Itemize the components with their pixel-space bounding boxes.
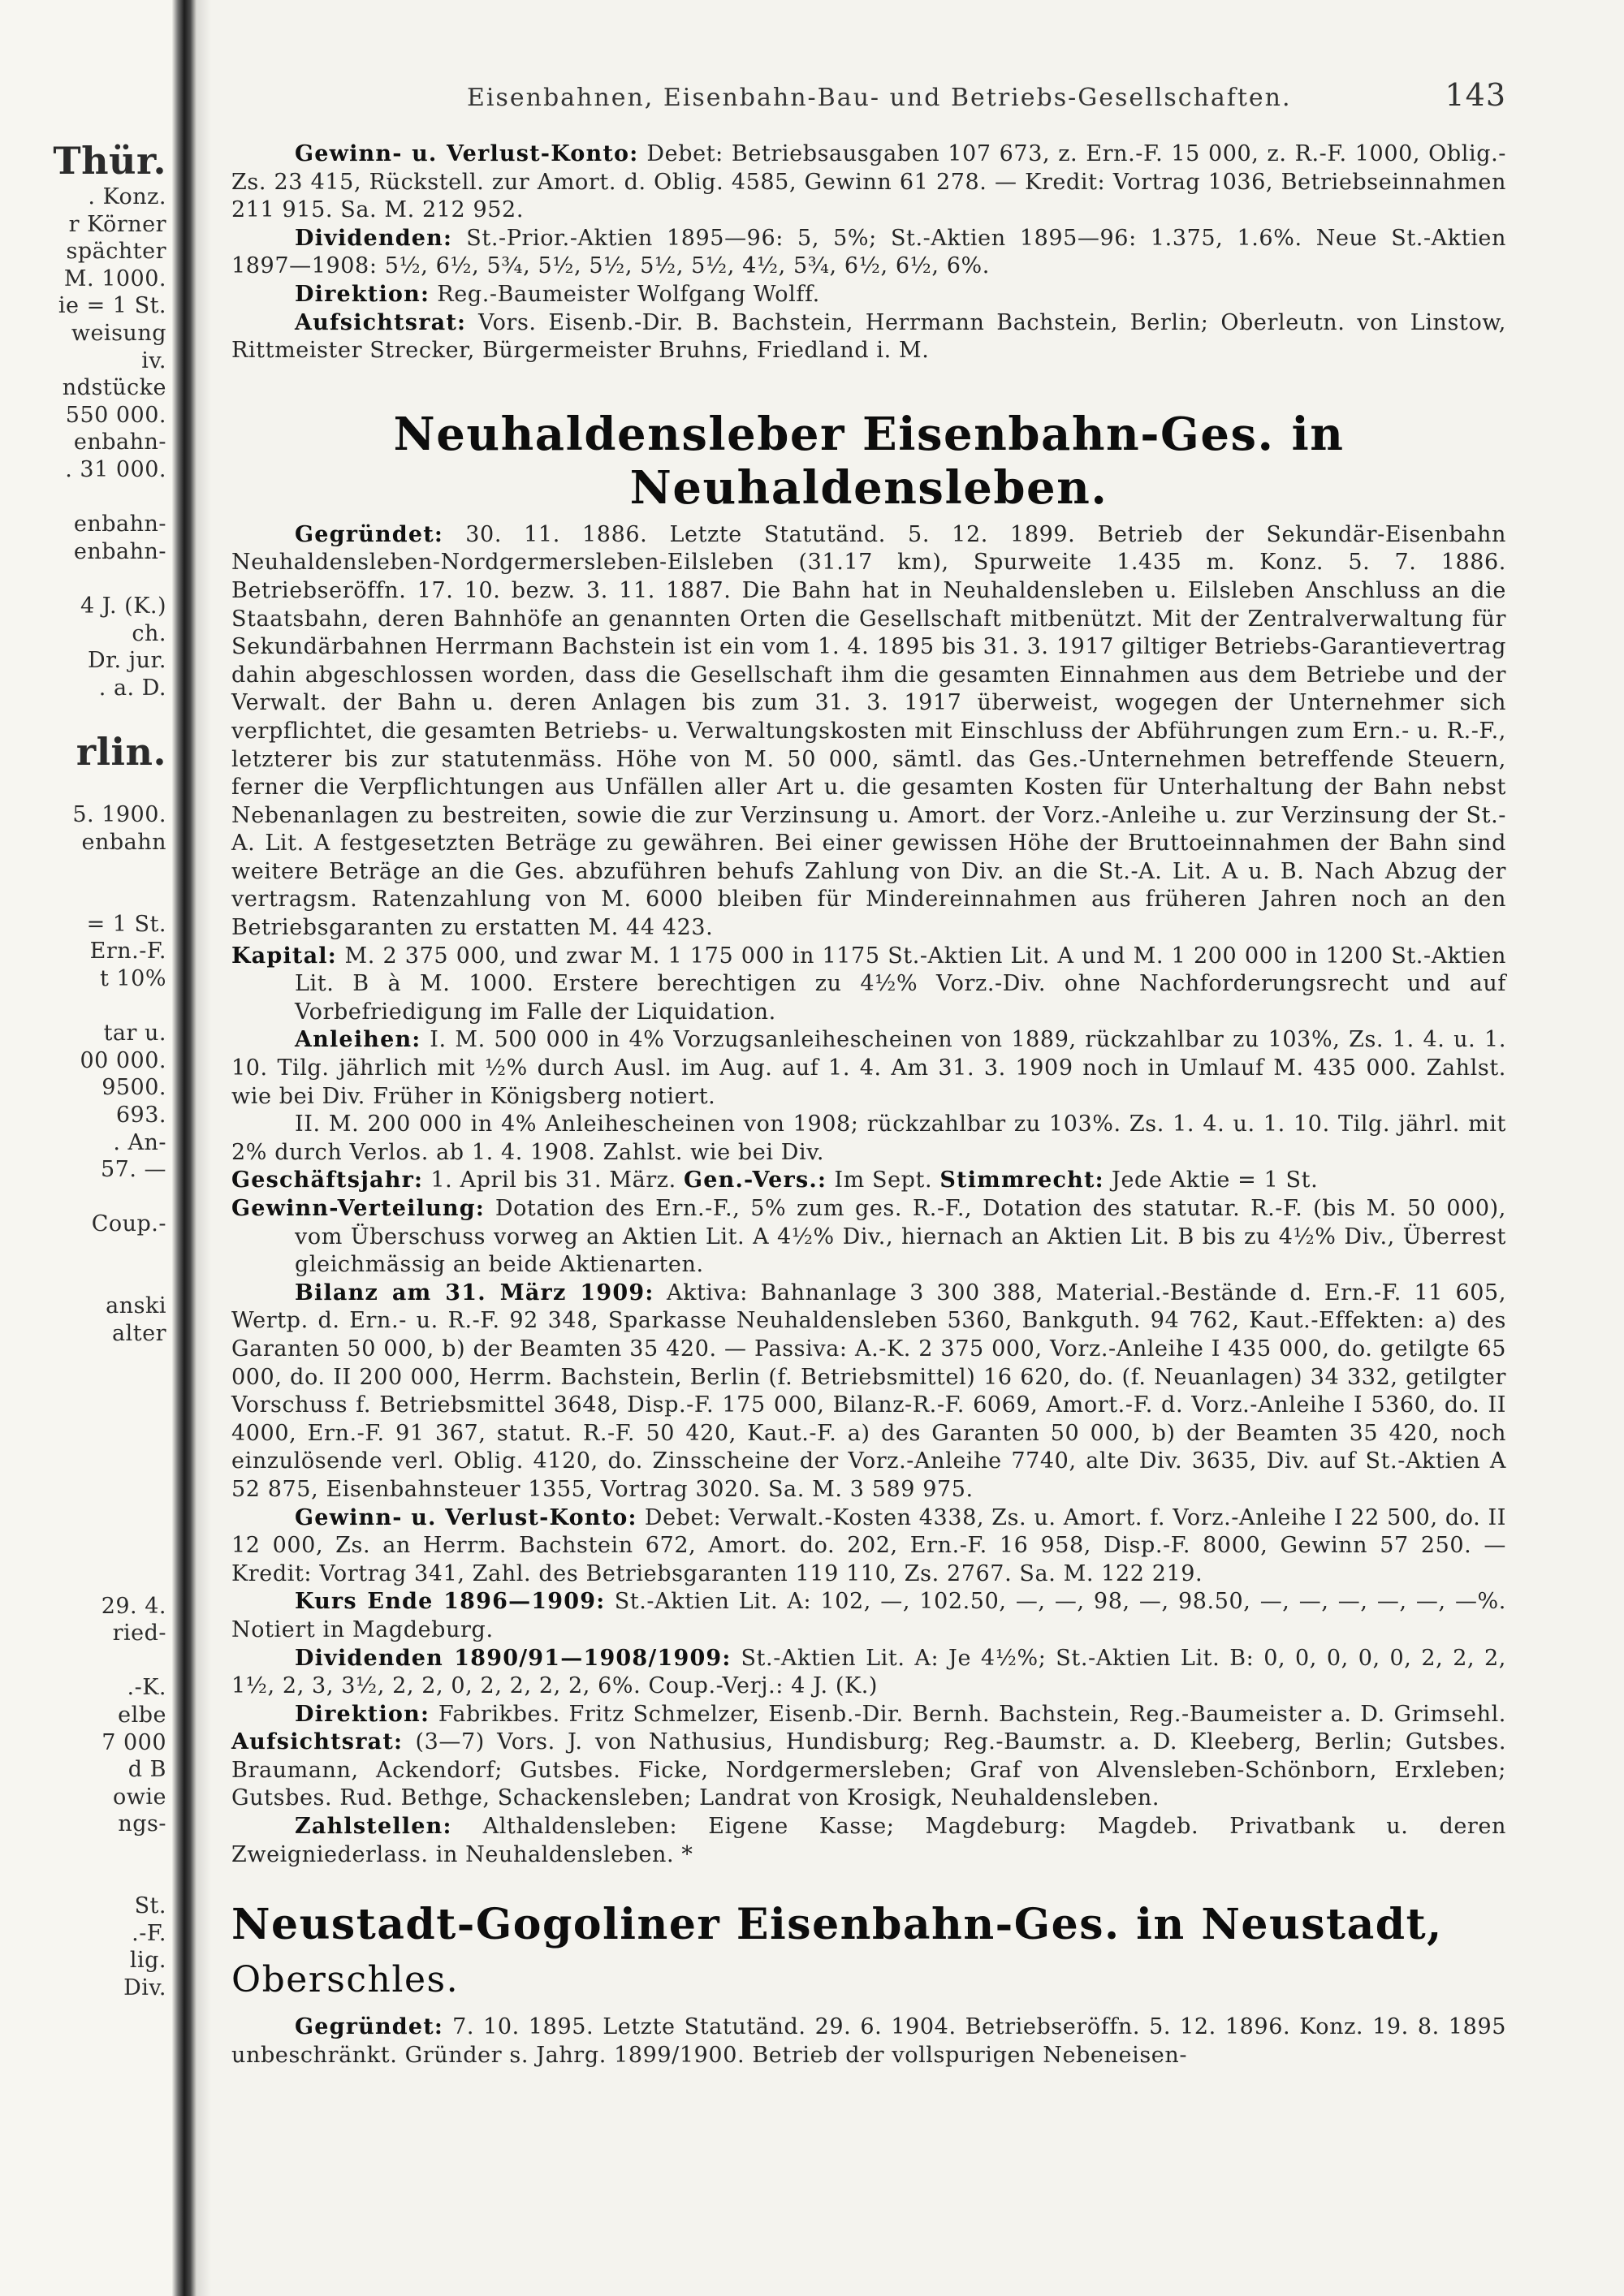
prev-page-fragment: r Körner [68, 211, 166, 237]
entry-text: St.-Aktien Lit. A: 102, —, 102.50, —, —, 98, —, 98.50, —, —, —, —, —, —%. Notiert in Magdeburg. [231, 1589, 1506, 1642]
entry-label: Aufsichtsrat: [231, 1729, 404, 1755]
prev-page-fragment: Dr. jur. [87, 648, 166, 674]
entry-label: Kurs Ende 1896—1909: [295, 1589, 606, 1615]
entry-text: Aktiva: Bahnanlage 3 300 388, Material.-Bestände d. Ern.-F. 11 605, Wertp. d. Ern.- u. R.-F. 92 348, Sparkasse Neuhaldensleben 5360, Bankguth. 94 762, Kaut.-Effekten: a) des Garanten 50 000, b) der Beamten 35 420. — Passiva: A.-K. 2 375 000, Vorz.-Anleihe I 435 000, do. getilgte 65 000, do. II 200 000, Herrm. Bachstein, Berlin (f. Betriebsmittel) 16 620, do. (f. Neuanlagen) 34 332, getilgter Vorschuss f. Betriebsmittel 3648, Disp.-F. 175 000, Bilanz-R.-F. 6069, Amort.-F. d. Vorz.-Anleihe I 5360, do. II 4000, Ern.-F. 91 367, statut. R.-F. 50 420, Kaut.-F. a) des Garanten 50 000, b) der Beamten 35 420, noch einzulösende verl. Oblig. 4120, do. Zinsscheine der Vorz.-Anleihe 7740, alte Div. 3635, Div. auf St.-Aktien A 52 875, Eisenbahnsteuer 1355, Vortrag 3020. Sa. M. 3 589 975. [231, 1280, 1507, 1502]
entry-label: Zahlstellen: [295, 1814, 452, 1840]
prev-page-fragment: 550 000. [65, 402, 166, 428]
prev-page-fragment: lig. [129, 1948, 166, 1974]
prev-page-fragment: . 31 000. [65, 456, 166, 482]
entry-paragraph [231, 1701, 1506, 1813]
entry-text: Fabrikbes. Fritz Schmelzer, Eisenb.-Dir. Bernh. Bachstein, Reg.-Baumeister a. D. Grimsehl. [430, 1701, 1506, 1727]
company-section-neustadt-gogoliner [231, 2013, 1506, 2069]
fold-gradient [197, 0, 211, 2296]
page-content [231, 77, 1506, 2069]
fragment-gap [0, 1565, 166, 1593]
entry-paragraph [231, 1195, 1506, 1280]
fragment-gap [0, 775, 166, 802]
entry-text: Im Sept. [827, 1167, 940, 1193]
entry-text: II. M. 200 000 in 4% Anleihescheinen von 1908; rückzahlbar zu 103%. Zs. 1. 4. u. 1. 10. Tilg. jährl. mit 2% durch Verlos. ab 1. 4. 1908. Zahlst. wie bei Div. [231, 1111, 1506, 1165]
company-heading-main: Neustadt-Gogoliner Eisenbahn-Ges. in Neustadt, [231, 1900, 1443, 1950]
entry-text: 1. April bis 31. März. [423, 1167, 684, 1193]
running-head-title: Eisenbahnen, Eisenbahn-Bau- und Betriebs-Gesellschaften. [467, 84, 1292, 112]
entry-paragraph [231, 2013, 1506, 2069]
entry-label: Gewinn- u. Verlust-Konto: [295, 1504, 637, 1530]
prev-page-fragment: . a. D. [98, 675, 166, 701]
prev-page-fragment: ndstücke [62, 375, 166, 401]
fragment-gap [0, 1866, 166, 1893]
prev-page-fragment: .-K. [127, 1675, 166, 1701]
entry-label: Gegründet: [295, 2014, 444, 2040]
entry-text: Althaldensleben: Eigene Kasse; Magdeburg: Magdeb. Privatbank u. deren Zweigniederlass. in Neuhaldensleben. * [231, 1814, 1506, 1867]
entry-label: Anleihen: [295, 1027, 421, 1053]
fragment-gap [0, 1838, 166, 1866]
fragment-gap [0, 484, 166, 511]
entry-paragraph [231, 1167, 1506, 1195]
entry-paragraph [231, 1813, 1506, 1869]
prev-page-fragment: . An- [113, 1129, 166, 1155]
prev-page-fragment: d B [127, 1757, 166, 1783]
fragment-gap [0, 1511, 166, 1539]
entry-text: Reg.-Baumeister Wolfgang Wolff. [430, 281, 820, 307]
entry-text: I. M. 500 000 in 4% Vorzugsanleihescheinen von 1889, rückzahlbar zu 103%, Zs. 1. 4. u. 1. 10. Tilg. jährlich mit ½% durch Ausl. im Aug. auf 1. 4. Am 31. 3. 1909 noch in Umlauf M. 435 000. Zahlst. wie bei Div. Früher in Königsberg notiert. [231, 1027, 1506, 1109]
entry-text: Jede Aktie = 1 St. [1104, 1167, 1319, 1193]
entry-label: Dividenden 1890/91—1908/1909: [295, 1645, 732, 1671]
fragment-gap [0, 1647, 166, 1675]
company-section-neuhaldensleben [231, 521, 1506, 1870]
prev-page-fragment: iv. [141, 347, 166, 373]
entry-label: Gegründet: [295, 521, 444, 547]
prev-page-fragment: ngs- [118, 1811, 166, 1837]
prev-page-fragment: weisung [71, 320, 166, 346]
book-fold-shadow [172, 0, 197, 2296]
prev-page-fragment: St. [134, 1893, 166, 1919]
prev-page-fragment: 29. 4. [101, 1593, 166, 1619]
fragment-gap [0, 1457, 166, 1484]
fragment-gap [0, 701, 166, 729]
fragment-gap [0, 1539, 166, 1566]
fragment-gap [0, 1375, 166, 1402]
entry-text: 30. 11. 1886. Letzte Statutänd. 5. 12. 1899. Betrieb der Sekundär-Eisenbahn Neuhaldensleben-Nordgermersleben-Eilsleben (31.17 km), Spurweite 1.435 m. Konz. 5. 7. 1886. Betriebseröffn. 17. 10. bezw. 3. 11. 1887. Die Bahn hat in Neuhaldensleben u. Eilsleben Anschluss an die Staatsbahn, deren Bahnhöfe an genannten Orten die Gesellschaft mitbenützt. Mit der Zentralverwaltung für Sekundärbahnen Herrmann Bachstein ist ein vom 1. 4. 1895 bis 31. 3. 1917 giltiger Betriebs-Garantievertrag dahin abgeschlossen worden, dass die Gesellschaft ihm die gesamten Einnahmen aus dem Betriebe und der Verwalt. der Bahn u. deren Anlagen bis zum 31. 3. 1917 überweist, wogegen der Unternehmer sich verpflichtet, die gesamten Betriebs- u. Verwaltungskosten mit Einschluss der Abführungen zum Ern.- u. R.-F., letzterer bis zur statutenmäss. Höhe von M. 50 000, sämtl. das Ges.-Unternehmen betreffende Steuern, ferner die Verpflichtungen aus Unfällen aller Art u. die gesamten Kosten für Unterhaltung der Bahn nebst Nebenanlagen zu bestreiten, sowie die zur Verzinsung u. Amort. der Vorz.-Anleihe u. zur Verzinsung der St.-A. Lit. A festgesetzten Beträge zu gewähren. Bei einer gewissen Höhe der Bruttoeinnahmen der Bahn sind weitere Beträge an die Ges. abzuführen behufs Zahlung von Div. an die St.-A. Lit. A u. B. Nach Abzug der vertragsm. Ratenzahlung von M. 6000 bleiben für Mindereinnahmen aus früheren Jahren noch an den Betriebsgaranten zu erstatten M. 44 423. [231, 521, 1506, 941]
fragment-gap [0, 1184, 166, 1211]
entry-label: Kapital: [231, 943, 337, 969]
fragment-gap [0, 883, 166, 911]
entry-text: Debet: Betriebsausgaben 107 673, z. Ern.-F. 15 000, z. R.-F. 1000, Oblig.-Zs. 23 415, Rückstell. zur Amort. d. Oblig. 4585, Gewinn 61 278. — Kredit: Vortrag 1036, Betriebseinnahmen 211 915. Sa. M. 212 952. [231, 141, 1506, 223]
prev-page-fragment: . Konz. [88, 184, 166, 209]
prev-page-fragment: Ern.-F. [89, 939, 166, 965]
prev-page-fragment: enbahn- [73, 538, 166, 564]
entry-paragraph [231, 1280, 1506, 1504]
entry-text: Dotation des Ern.-F., 5% zum ges. R.-F., Dotation des statutar. R.-F. (bis M. 50 000), vom Überschuss vorweg an Aktien Lit. A 4½% Div., hiernach an Aktien Lit. B bis zu 4½% Div., Überrest gleichmässig an beide Aktienarten. [295, 1196, 1506, 1278]
entry-label: Bilanz am 31. März 1909: [295, 1280, 654, 1306]
entry-paragraph [231, 1645, 1506, 1701]
prev-page-fragment: anski [106, 1293, 166, 1319]
prev-page-fragment: Div. [123, 1975, 166, 2000]
entry-label: Dividenden: [295, 225, 453, 251]
prev-page-fragment: spächter [66, 239, 166, 265]
prev-page-fragment: 4 J. (K.) [80, 593, 166, 619]
company-heading-neuhaldensleben: Neuhaldensleber Eisenbahn-Ges. in Neuhaldensleben. [393, 407, 1345, 515]
fragment-gap [0, 1429, 166, 1457]
entry-label: Gewinn- u. Verlust-Konto: [295, 141, 639, 166]
prev-page-fragment: ried- [112, 1621, 166, 1646]
fragment-gap [0, 1266, 166, 1293]
prev-page-fragment: enbahn- [73, 429, 166, 455]
prev-page-fragment: 9500. [102, 1075, 166, 1101]
prev-page-fragment: = 1 St. [86, 911, 166, 937]
fragment-gap [0, 1347, 166, 1375]
prev-page-fragment: owie [113, 1784, 166, 1810]
prev-page-fragment: ch. [132, 620, 166, 646]
prev-page-fragment: Coup.- [91, 1211, 166, 1237]
previous-page-text-fragments [0, 138, 166, 2002]
prev-page-fragment: 7 000 [102, 1729, 166, 1755]
prev-page-fragment: 693. [115, 1103, 166, 1128]
entry-text: St.-Aktien Lit. A: Je 4½%; St.-Aktien Lit. B: 0, 0, 0, 0, 0, 2, 2, 2, 1½, 2, 3, 3½, 2, 2, 0, 2, 2, 2, 2, 6%. Coup.-Verj.: 4 J. (K.) [231, 1645, 1506, 1699]
fragment-gap [0, 1238, 166, 1266]
entry-label: Gen.-Vers.: [683, 1167, 827, 1193]
prev-page-fragment: 5. 1900. [72, 802, 166, 828]
entry-paragraph [231, 521, 1506, 943]
entry-paragraph [231, 140, 1506, 225]
prev-page-fragment: M. 1000. [63, 265, 166, 291]
prev-page-fragment: t 10% [100, 966, 166, 992]
entry-text: M. 2 375 000, und zwar M. 1 175 000 in 1175 St.-Aktien Lit. A und M. 1 200 000 in 1200 St.-Aktien Lit. B à M. 1000. Erstere berechtigen zu 4½% Vorz.-Div. ohne Nachforderungsrecht und auf Vorbefriedigung im Falle der Liquidation. [295, 943, 1506, 1025]
entry-label: Direktion: [295, 281, 430, 307]
running-head [231, 77, 1506, 113]
entry-label: Direktion: [295, 1701, 430, 1727]
entry-paragraph [231, 943, 1506, 1027]
prev-page-fragment: tar u. [103, 1021, 166, 1047]
entry-text: (3—7) Vors. J. von Nathusius, Hundisburg; Reg.-Baumstr. a. D. Kleeberg, Berlin; Gutsbes. Braumann, Ackendorf; Gutsbes. Ficke, Nordgermersleben; Graf von Alvensleben-Schönborn, Erxleben; Gutsbes. Rud. Bethge, Schackensleben; Landrat von Krosigk, Neuhaldensleben. [231, 1729, 1506, 1811]
entry-paragraph [231, 281, 1506, 309]
prev-page-fragment: .-F. [132, 1920, 166, 1946]
previous-company-section [231, 140, 1506, 365]
entry-paragraph [231, 1588, 1506, 1644]
company-heading-neustadt-gogoliner [231, 1900, 1506, 2005]
fragment-gap [0, 565, 166, 593]
entry-label: Aufsichtsrat: [295, 309, 467, 335]
company-heading-suffix: Oberschles. [231, 1959, 460, 2001]
entry-label: Gewinn-Verteilung: [231, 1196, 485, 1221]
entry-label: Geschäftsjahr: [231, 1167, 424, 1193]
prev-page-fragment: 00 000. [80, 1047, 166, 1073]
prev-page-fragment: 57. — [100, 1157, 166, 1183]
fragment-gap [0, 993, 166, 1021]
prev-page-fragment: rlin. [76, 729, 166, 774]
entry-text: Vors. Eisenb.-Dir. B. Bachstein, Herrmann Bachstein, Berlin; Oberleutn. von Linstow, Rittmeister Strecker, Bürgermeister Bruhns, Friedland i. M. [231, 309, 1506, 364]
page-number: 143 [1445, 77, 1506, 113]
entry-paragraph [231, 225, 1506, 281]
entry-text: 7. 10. 1895. Letzte Statutänd. 29. 6. 1904. Betriebseröffn. 5. 12. 1896. Konz. 19. 8. 1895 unbeschränkt. Gründer s. Jahrg. 1899/1900. Betrieb der vollspurigen Nebeneisen- [231, 2014, 1506, 2068]
entry-text: Debet: Verwalt.-Kosten 4338, Zs. u. Amort. f. Vorz.-Anleihe I 22 500, do. II 12 000, Zs. an Herrm. Bachstein 672, Amort. do. 202, Ern.-F. 16 958, Disp.-F. 8000, Gewinn 57 250. — Kredit: Vortrag 341, Zahl. des Betriebsgaranten 119 110, Zs. 2767. Sa. M. 122 219. [231, 1504, 1506, 1586]
entry-text: St.-Prior.-Aktien 1895—96: 5, 5%; St.-Aktien 1895—96: 1.375, 1.6%. Neue St.-Aktien 1897—1908: 5½, 6½, 5¾, 5½, 5½, 5½, 5½, 4½, 5¾, 6½, 6½, 6%. [231, 225, 1506, 279]
fragment-gap [0, 1402, 166, 1430]
entry-label: Stimmrecht: [939, 1167, 1104, 1193]
entry-paragraph [231, 1026, 1506, 1111]
prev-page-fragment: ie = 1 St. [58, 293, 166, 319]
prev-page-fragment: elbe [118, 1703, 166, 1728]
entry-paragraph [231, 309, 1506, 365]
prev-page-fragment: enbahn [81, 830, 166, 856]
prev-page-fragment: alter [112, 1320, 166, 1346]
entry-paragraph [231, 1504, 1506, 1589]
fragment-gap [0, 857, 166, 884]
prev-page-fragment: enbahn- [73, 511, 166, 537]
entry-paragraph [231, 1111, 1506, 1167]
fragment-gap [0, 1483, 166, 1511]
prev-page-fragment: Thür. [53, 139, 166, 183]
